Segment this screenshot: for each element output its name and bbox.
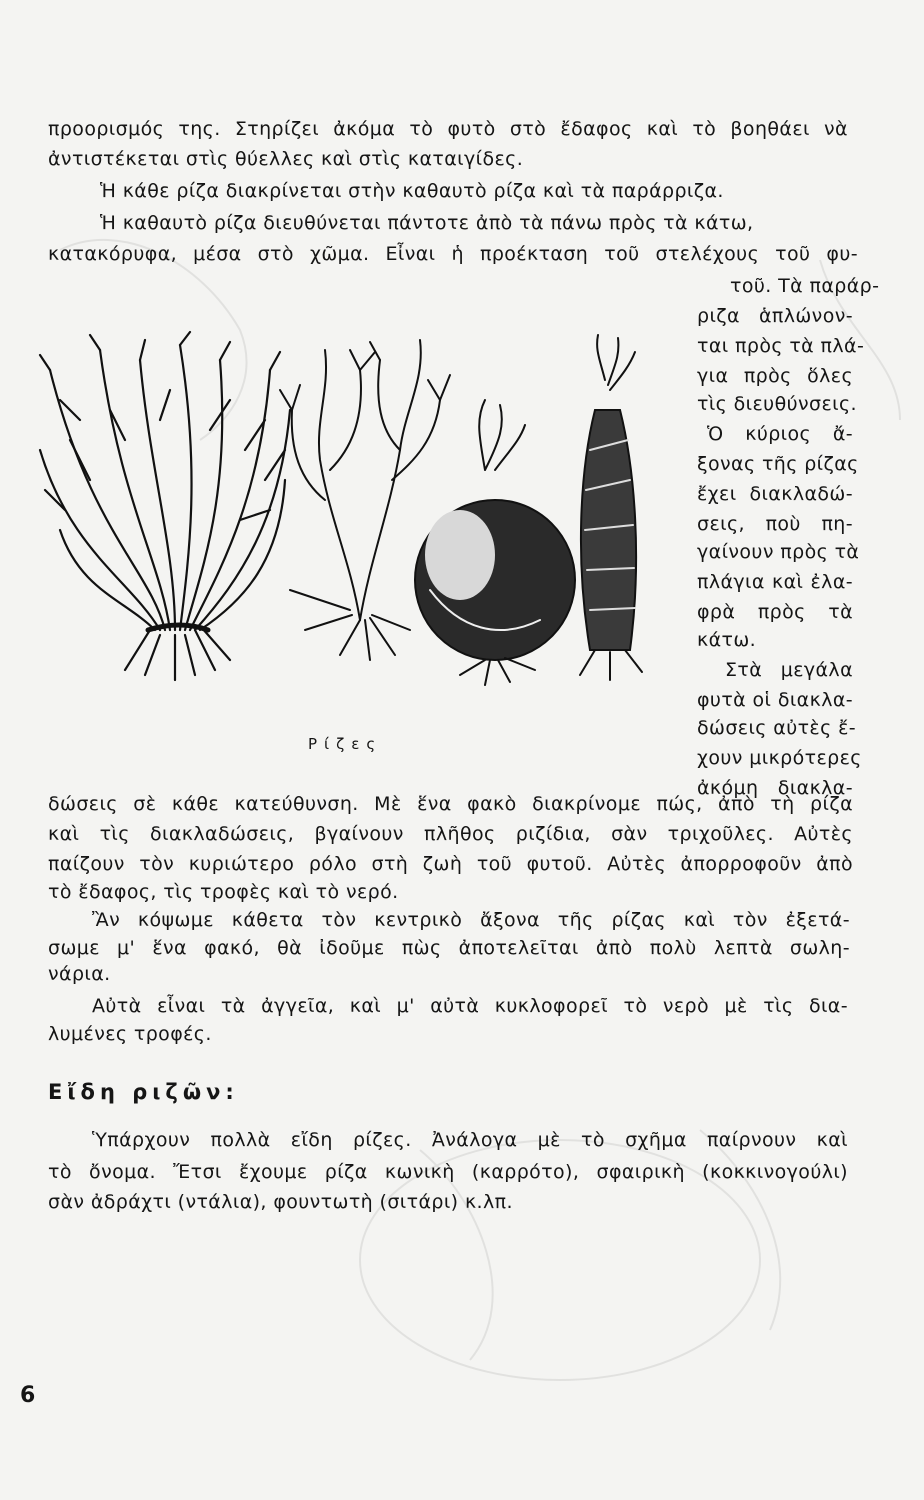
body-line: παίζουν τὸν κυριώτερο ρόλο στὴ ζωὴ τοῦ φυτοῦ. Αὐτὲς ἀπορροφοῦν ἀπὸ (48, 853, 853, 875)
conical-root-drawing (580, 335, 642, 680)
side-line: τοῦ. Τὰ παράρ- (730, 275, 880, 297)
side-line: Ὁ κύριος ἄ- (707, 423, 853, 445)
body-line: κατακόρυφα, μέσα στὸ χῶμα. Εἶναι ἡ προέκταση τοῦ στελέχους τοῦ φυ- (48, 243, 858, 265)
section-line: τὸ ὄνομα. Ἔτσι ἔχουμε ρίζα κωνικὴ (καρρότο), σφαιρικὴ (κοκκινογούλι) (48, 1161, 848, 1183)
body-line: Ἡ καθαυτὸ ρίζα διευθύνεται πάντοτε ἀπὸ τὰ πάνω πρὸς τὰ κάτω, (100, 212, 754, 234)
body-line: ἀντιστέκεται στὶς θύελλες καὶ στὶς καταιγίδες. (48, 148, 524, 170)
figure-caption: Ρίζες (308, 735, 383, 753)
spherical-root-drawing (415, 400, 575, 685)
side-line: φυτὰ οἱ διακλα- (697, 689, 854, 711)
side-line: ριζα ἁπλώνον- (697, 305, 853, 327)
side-line: σεις, ποὺ πη- (697, 513, 853, 535)
side-line: για πρὸς ὅλες (697, 365, 853, 387)
body-line: δώσεις σὲ κάθε κατεύθυνση. Μὲ ἕνα φακὸ διακρίνομε πώς, ἀπὸ τὴ ρίζα (48, 793, 853, 815)
side-line: ται πρὸς τὰ πλά- (697, 335, 865, 357)
body-line: σωμε μ' ἕνα φακό, θὰ ἰδοῦμε πὼς ἀποτελεῖται ἀπὸ πολὺ λεπτὰ σωλη- (48, 937, 850, 959)
side-line: χουν μικρότερες (697, 747, 862, 769)
side-line: ἔχει διακλαδώ- (697, 483, 853, 505)
side-line: ἀκόμη διακλα- (697, 777, 853, 799)
body-line: νάρια. (48, 963, 111, 985)
side-line: Στὰ μεγάλα (725, 659, 853, 681)
section-line: σὰν ἀδράχτι (ντάλια), φουντωτὴ (σιτάρι) κ.λπ. (48, 1191, 513, 1213)
section-heading: Εἴδη ριζῶν: (48, 1080, 239, 1104)
section-line: Ὑπάρχουν πολλὰ εἴδη ρίζες. Ἀνάλογα μὲ τὸ σχῆμα παίρνουν καὶ (92, 1129, 848, 1151)
body-line: καὶ τὶς διακλαδώσεις, βγαίνουν πλῆθος ριζίδια, σὰν τριχοῦλες. Αὐτὲς (48, 823, 853, 845)
side-line: τὶς διευθύνσεις. (697, 393, 857, 415)
side-line: γαίνουν πρὸς τὰ (697, 541, 860, 563)
side-line: κάτω. (697, 629, 757, 651)
side-line: φρὰ πρὸς τὰ (697, 601, 853, 623)
fibrous-root-drawing (40, 332, 290, 680)
body-line: προορισμός της. Στηρίζει ἀκόμα τὸ φυτὸ στὸ ἔδαφος καὶ τὸ βοηθάει νὰ (48, 118, 848, 140)
side-line: ξονας τῆς ρίζας (697, 453, 859, 475)
body-line: Αὐτὰ εἶναι τὰ ἀγγεῖα, καὶ μ' αὐτὰ κυκλοφορεῖ τὸ νερὸ μὲ τὶς δια- (92, 995, 848, 1017)
body-line: λυμένες τροφές. (48, 1023, 212, 1045)
body-line: τὸ ἔδαφος, τὶς τροφὲς καὶ τὸ νερό. (48, 881, 399, 903)
roots-illustration (30, 330, 680, 690)
body-line: Ἂν κόψωμε κάθετα τὸν κεντρικὸ ἄξονα τῆς ρίζας καὶ τὸν ἐξετά- (92, 909, 850, 931)
body-line: Ἡ κάθε ρίζα διακρίνεται στὴν καθαυτὸ ρίζα καὶ τὰ παράρριζα. (100, 180, 724, 202)
page-number: 6 (20, 1383, 36, 1408)
side-line: δώσεις αὐτὲς ἔ- (697, 717, 857, 739)
side-line: πλάγια καὶ ἐλα- (697, 571, 853, 593)
